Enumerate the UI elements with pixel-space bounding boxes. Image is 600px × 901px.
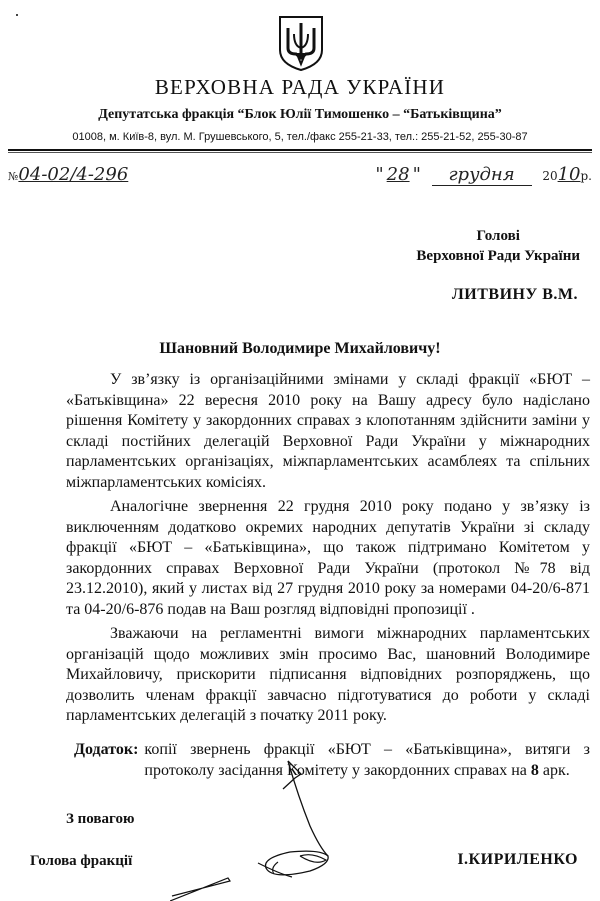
letterhead-address: 01008, м. Київ-8, вул. М. Грушевського, 5, тел./факс 255-21-33, тел.: 255-21-52, 255-30-87 [72, 131, 528, 143]
appendix-pages-unit: арк. [542, 761, 570, 779]
letterhead-section [0, 0, 600, 330]
date-month: грудня [432, 164, 532, 186]
addressee-line1: Голові [476, 228, 520, 244]
addressee-name: ЛИТВИНУ В.М. [451, 286, 578, 303]
paragraph: Аналогічне звернення 22 грудня 2010 року подано у зв’язку із виключенням додатково окремих народних депутатів України зі складу фракції «БЮТ – «Батьківщина», що також підтримано Комітетом у закордонних справах Верховної Ради України (протокол №78 від 23.12.2010), який у листах від 27 грудня 2010 року за номерами 04-20/6-871 та 04-20/6-876 подав на Ваш розгляд відповідні пропозиції . [66, 498, 590, 618]
appendix-label: Додаток: [74, 740, 139, 758]
signer-position: Голова фракції [30, 852, 133, 869]
faction-name: Депутатська фракція “Блок Юлії Тимошенко – “Батьківщина” [98, 107, 502, 122]
closing-regards: З повагою [66, 810, 135, 827]
date-year-prefix: 20 [542, 169, 558, 183]
paragraph: Зважаючи на регламентні вимоги міжнародних парламентських організацій щодо можливих змін просимо Вас, шановний Володимире Михайловичу, прискорити підписання відповідних розпоряджень, що дозволить членам фракції завчасно підготуватися до роботи у складі парламентських делегацій з початку 2011 року. [66, 625, 590, 724]
appendix-pages: 8 [530, 761, 539, 779]
signer-name: І.КИРИЛЕНКО [457, 850, 578, 868]
letter-content [0, 340, 600, 891]
appendix-description: копії звернень фракції «БЮТ – «Батьківщина», витяги з протоколу засідання Комітету у закордонних справах на [144, 740, 590, 779]
letter-body [66, 370, 590, 727]
reference-number [8, 164, 128, 185]
date-year: 10 [557, 164, 581, 185]
salutation: Шановний Володимире Михайловичу! [159, 340, 441, 357]
appendix-block [74, 739, 590, 781]
date-day: 28 [386, 164, 410, 185]
coat-of-arms-icon [276, 14, 326, 72]
addressee-block [416, 226, 580, 266]
letter-date: " 28 " грудня 2010р. [375, 164, 592, 185]
appendix-text [144, 739, 590, 781]
number-symbol: № [8, 170, 19, 183]
reference-number-value: 04-02/4-296 [18, 164, 129, 185]
date-year-suffix: р. [580, 169, 592, 183]
letterhead-divider-thin [8, 152, 592, 153]
closing-block [0, 811, 590, 891]
organization-title: ВЕРХОВНА РАДА УКРАЇНИ [154, 75, 446, 99]
paragraph: У зв’язку із організаційними змінами у складі фракції «БЮТ – «Батьківщина» 22 вересня 2010 року на Вашу адресу було надіслано рішення Комітету у закордонних справах з клопотанням здійснити заміни у складі постійних делегацій Верховної Ради України у міжнародних парламентських організаціях, міжпарламентських асамблеях та спільних міжпарламентських комісіях. [66, 371, 590, 491]
addressee-line2: Верховної Ради України [416, 248, 580, 264]
scan-speck [16, 14, 18, 16]
letterhead-divider [8, 149, 592, 151]
